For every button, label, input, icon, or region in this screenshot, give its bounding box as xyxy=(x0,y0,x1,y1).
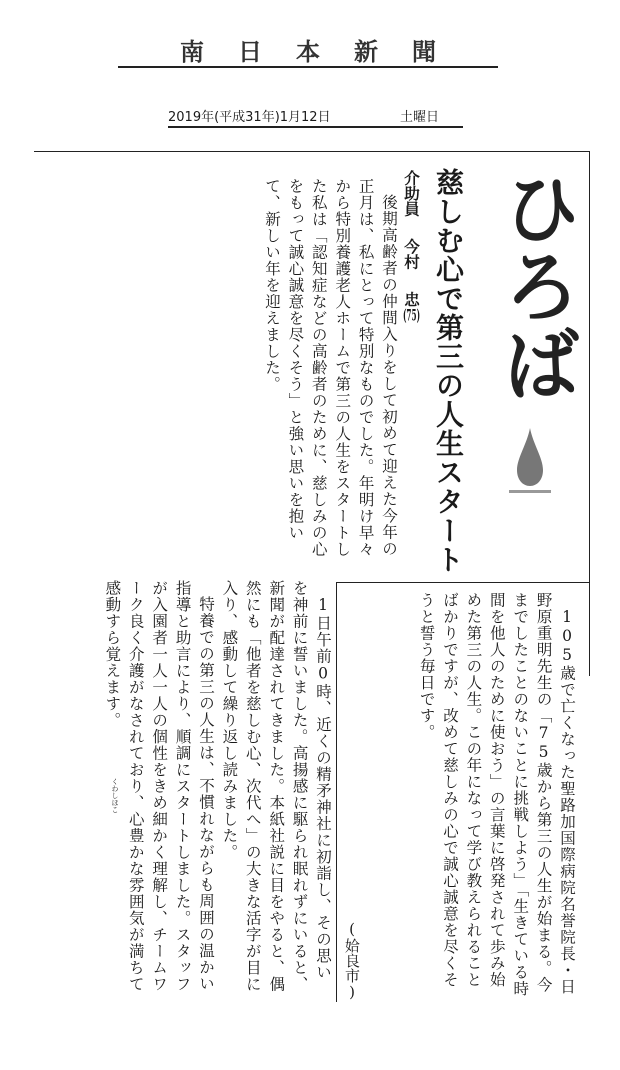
masthead xyxy=(118,30,498,68)
author-city: (姶良市) xyxy=(343,920,361,1001)
article-body-block-3 xyxy=(340,592,578,1004)
dateline xyxy=(168,104,463,128)
water-drop-icon xyxy=(505,420,555,500)
byline-surname: 今村 xyxy=(402,238,421,270)
top-rule xyxy=(34,151,590,152)
furigana-note: くわしほこ xyxy=(111,778,119,813)
paragraph-1: 後期高齢者の仲間入りをして初めて迎えた今年の正月は、私にとって特別なものでした。年明け早々から特別養護老人ホームで第三の人生をスタートした私は「認知症などの高齢者のために、慈しみの心をもって誠心誠意を尽くそう」と強い思いを抱いて、新しい年を迎えました。 xyxy=(262,178,398,558)
article-body-block-2 xyxy=(60,580,334,995)
newspaper-title: 南日本新聞 xyxy=(180,37,470,66)
paragraph-3: 特養での第三の人生は、不慣れながらも周囲の温かい指導と助言により、順調にスタートしました。スタッフが入園者一人一人の個性をきめ細かく理解し、チームワーク良く介護がなされており、心豊かな雰囲気が満ちて感動すら覚えます。 xyxy=(103,580,215,993)
publication-weekday: 土曜日 xyxy=(400,110,440,125)
inner-vertical-rule xyxy=(336,582,337,1002)
byline-role: 介助員 xyxy=(402,170,421,217)
article-body-block-1 xyxy=(60,178,400,568)
byline-age: (75) xyxy=(402,307,421,323)
paragraph-2: 1日午前0時、近くの精矛神社に初詣し、その思いを神前に誓いました。高揚感に駆られ眠れずにいると、新聞が配達されてきました。本紙社説に目をやると、偶然にも「他者を慈しむ心、次代へ」の大きな活字が目に入り、感動して繰り返し読みました。 xyxy=(220,580,332,993)
byline-given: 忠 xyxy=(402,291,421,307)
paragraph-4: 105歳で亡くなった聖路加国際病院名誉院長・日野原重明先生の「75歳から第三の人生が始まる。今までしたことのないことに挑戦しよう」「生きている時間を他人のために使おう」の言葉に啓発されて歩み始めた第三の人生。この年になって学び教えられることばかりですが、改めて慈しみの心で誠心誠意を尽くそうと誓う毎日です。 xyxy=(417,592,576,997)
article-headline: 慈しむ心で第三の人生スタート xyxy=(432,168,465,574)
right-rule xyxy=(589,151,590,676)
column-title: ひろば xyxy=(490,168,581,402)
byline xyxy=(398,170,424,410)
publication-date: 2019年(平成31年)1月12日 xyxy=(168,110,331,125)
